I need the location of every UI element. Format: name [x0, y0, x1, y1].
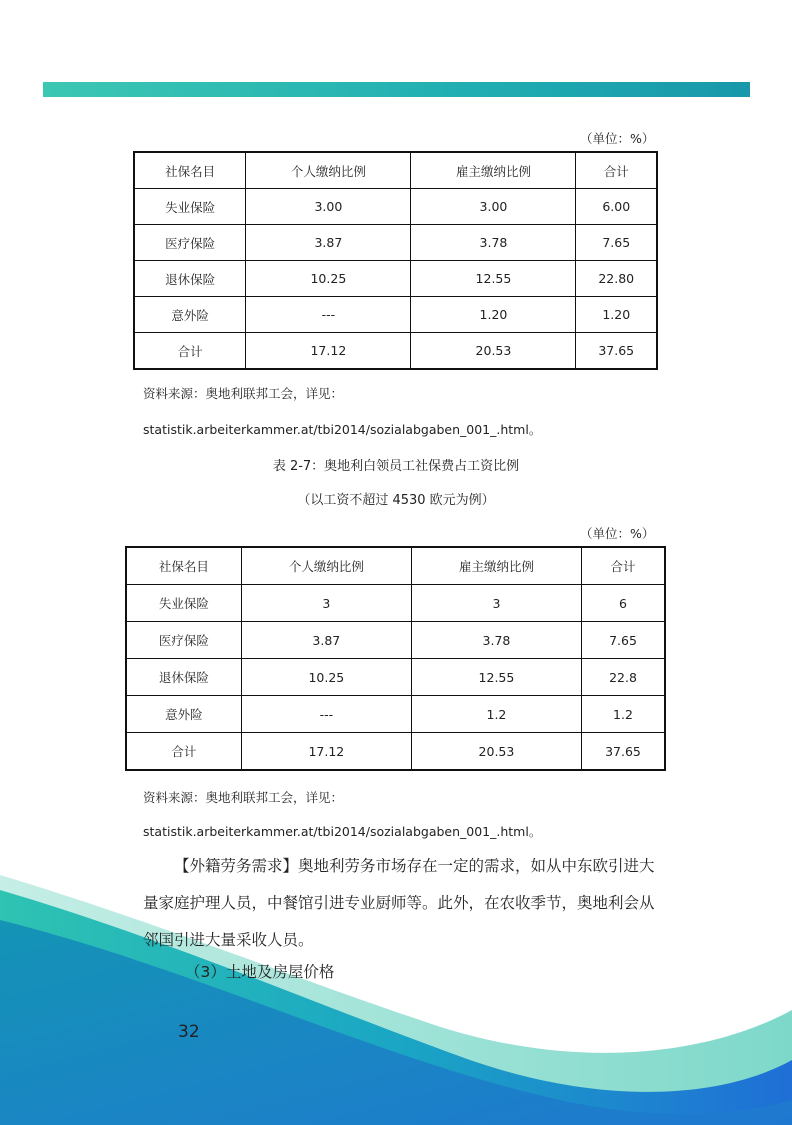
table-cell: 6.00 [576, 189, 657, 225]
table-row [126, 622, 665, 659]
labor-demand-paragraph: 【外籍劳务需求】奥地利劳务市场存在一定的需求，如从中东欧引进大量家庭护理人员，中餐馆引进专业厨师等。此外，在农收季节，奥地利会从邻国引进大量采收人员。 [143, 857, 655, 949]
table1-source-line: 资料来源：奥地利联邦工会，详见： [143, 386, 344, 401]
table-cell: 22.8 [582, 659, 666, 696]
table-cell: 3.78 [411, 225, 576, 261]
header-cell: 个人缴纳比例 [241, 547, 411, 585]
table-cell: 1.2 [582, 696, 666, 733]
table-cell: 37.65 [576, 333, 657, 370]
header-cell: 社保名目 [134, 152, 246, 189]
table-row [134, 333, 657, 370]
table-cell: 3.87 [246, 225, 411, 261]
table-cell: 3 [241, 585, 411, 622]
table2-caption: 表 2-7：奥地利白领员工社保费占工资比例 [272, 459, 520, 474]
table-cell: 10.25 [241, 659, 411, 696]
table1-source-url: statistik.arbeiterkammer.at/tbi2014/sozialabgaben_001_.html。 [143, 422, 542, 437]
table2-unit-label: （单位：%） [580, 526, 655, 541]
table-cell: 37.65 [582, 733, 666, 771]
table-cell: 6 [582, 585, 666, 622]
table-cell: 失业保险 [134, 189, 246, 225]
header-cell: 合计 [576, 152, 657, 189]
table-cell: --- [246, 297, 411, 333]
social-insurance-table-1 [133, 151, 658, 370]
table2-subcaption: （以工资不超过 4530 欧元为例） [297, 493, 495, 508]
table-cell: 3 [411, 585, 581, 622]
table-cell: 20.53 [411, 733, 581, 771]
header-cell: 雇主缴纳比例 [411, 152, 576, 189]
table-header-row [126, 547, 665, 585]
table-cell: 1.20 [411, 297, 576, 333]
table-cell: 合计 [134, 333, 246, 370]
table-cell: 12.55 [411, 261, 576, 297]
header-accent-bar [43, 82, 750, 97]
table-cell: 1.2 [411, 696, 581, 733]
table-cell: 3.87 [241, 622, 411, 659]
table-cell: 17.12 [246, 333, 411, 370]
table-row [126, 733, 665, 771]
table-row [126, 585, 665, 622]
header-cell: 社保名目 [126, 547, 241, 585]
table-cell: 3.78 [411, 622, 581, 659]
table-header-row [134, 152, 657, 189]
table-cell: 意外险 [126, 696, 241, 733]
table-cell: 医疗保险 [126, 622, 241, 659]
header-cell: 雇主缴纳比例 [411, 547, 581, 585]
table-cell: 医疗保险 [134, 225, 246, 261]
table-row [134, 189, 657, 225]
table2-source-line: 资料来源：奥地利联邦工会，详见： [143, 790, 344, 805]
table-row [126, 659, 665, 696]
social-insurance-table-2 [125, 546, 666, 771]
table-cell: 3.00 [411, 189, 576, 225]
section-heading: （3）土地及房屋价格 [185, 963, 335, 981]
header-cell: 个人缴纳比例 [246, 152, 411, 189]
table-cell: 3.00 [246, 189, 411, 225]
table-cell: --- [241, 696, 411, 733]
table2-source-url: statistik.arbeiterkammer.at/tbi2014/sozialabgaben_001_.html。 [143, 824, 542, 839]
page-number: 32 [178, 1022, 200, 1042]
table-row [126, 696, 665, 733]
table-cell: 失业保险 [126, 585, 241, 622]
table-cell: 10.25 [246, 261, 411, 297]
table-cell: 12.55 [411, 659, 581, 696]
table-cell: 1.20 [576, 297, 657, 333]
table-row [134, 225, 657, 261]
table-cell: 退休保险 [126, 659, 241, 696]
table-row [134, 261, 657, 297]
table-cell: 7.65 [582, 622, 666, 659]
table-cell: 意外险 [134, 297, 246, 333]
table-cell: 退休保险 [134, 261, 246, 297]
header-cell: 合计 [582, 547, 666, 585]
table-cell: 17.12 [241, 733, 411, 771]
table-cell: 20.53 [411, 333, 576, 370]
table-cell: 合计 [126, 733, 241, 771]
table-cell: 7.65 [576, 225, 657, 261]
table1-unit-label: （单位：%） [580, 131, 655, 146]
table-cell: 22.80 [576, 261, 657, 297]
table-row [134, 297, 657, 333]
